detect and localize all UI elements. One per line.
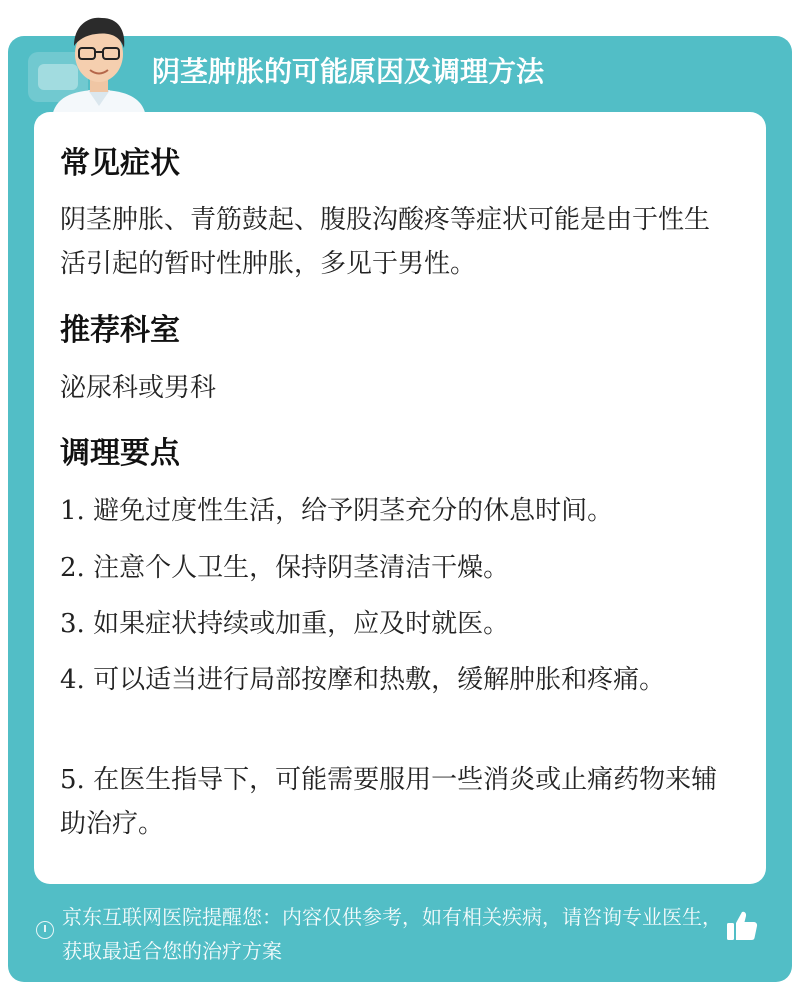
section-title-department: 推荐科室: [60, 313, 180, 348]
care-item: 4. 可以适当进行局部按摩和热敷，缓解肿胀和疼痛。: [60, 665, 666, 695]
symptoms-text: 阴茎肿胀、青筋鼓起、腹股沟酸疼等症状可能是由于性生活引起的暂时性肿胀，多见于男性。: [60, 205, 711, 279]
care-item: 5. 在医生指导下，可能需要服用一些消炎或止痛药物来辅助治疗。: [60, 765, 718, 839]
page-title: 阴茎肿胀的可能原因及调理方法: [152, 55, 545, 88]
care-item: 3. 如果症状持续或加重，应及时就医。: [60, 609, 510, 639]
info-icon: [36, 921, 54, 939]
thumbs-up-icon[interactable]: [724, 908, 760, 944]
department-text: 泌尿科或男科: [60, 373, 217, 403]
section-title-care: 调理要点: [60, 436, 180, 471]
care-item: 2. 注意个人卫生，保持阴茎清洁干燥。: [60, 553, 510, 583]
doctor-avatar: [44, 6, 154, 118]
section-title-symptoms: 常见症状: [60, 146, 180, 181]
footer-disclaimer: 京东互联网医院提醒您：内容仅供参考，如有相关疾病，请咨询专业医生，获取最适合您的治疗方案: [62, 905, 722, 963]
care-item: 1. 避免过度性生活，给予阴茎充分的休息时间。: [60, 496, 614, 526]
